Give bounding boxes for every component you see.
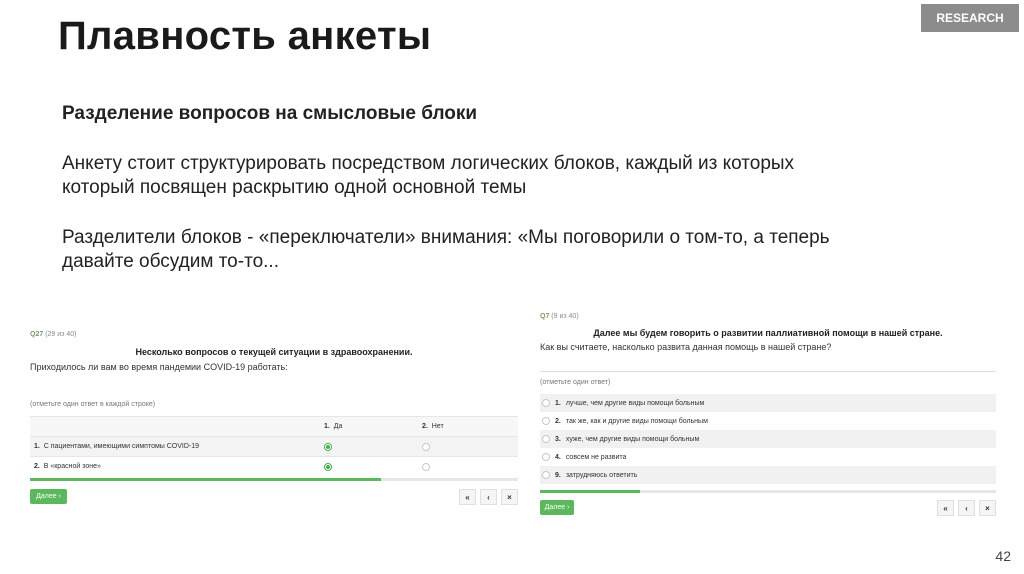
nav-buttons (933, 500, 996, 516)
column-yes: 1. Да (324, 423, 343, 430)
page-number: 42 (995, 548, 1011, 564)
row-label: 1. С пациентами, имеющими симптомы COVID-19 (34, 443, 200, 450)
question-number (540, 313, 579, 320)
divider (540, 371, 996, 372)
radio-no[interactable] (422, 463, 430, 471)
paragraph-line: Разделители блоков - «переключатели» внимания: «Мы поговорили о том-то, а теперь (62, 227, 830, 248)
table-row (30, 456, 518, 476)
column-no: 2. Нет (422, 423, 444, 430)
grid-header-row (30, 416, 518, 436)
progress-fill (540, 490, 640, 493)
answer-option[interactable]: 9. затрудняюсь ответить (540, 466, 996, 484)
row-label: 2. В «красной зоне» (34, 463, 101, 470)
close-button[interactable]: × (979, 500, 996, 516)
close-button[interactable]: × (501, 489, 518, 505)
research-badge: RESEARCH (921, 4, 1019, 32)
right-survey-panel (540, 312, 996, 522)
question-number (30, 331, 76, 338)
paragraph-structure (62, 152, 962, 200)
question-id: Q27 (30, 331, 44, 338)
slide-title: Плавность анкеты (58, 14, 432, 58)
left-survey-panel (30, 330, 518, 510)
answer-option[interactable]: 1. лучше, чем другие виды помощи больным (540, 394, 996, 412)
radio-button[interactable] (542, 453, 550, 461)
question-text: Как вы считаете, насколько развита данная помощь в нашей стране? (540, 342, 832, 352)
question-heading: Несколько вопросов о текущей ситуации в здравоохранении. (135, 347, 413, 357)
first-page-button[interactable]: « (459, 489, 476, 505)
previous-button[interactable]: ‹ (480, 489, 497, 505)
question-id: Q7 (540, 313, 550, 320)
question-heading: Далее мы будем говорить о развитии паллиативной помощи в нашей стране. (593, 328, 943, 338)
next-button[interactable]: Далее › (30, 489, 67, 504)
radio-button[interactable] (542, 471, 550, 479)
previous-button[interactable]: ‹ (958, 500, 975, 516)
answer-grid (30, 416, 518, 476)
next-button[interactable]: Далее › (540, 500, 574, 515)
progress-fill (30, 478, 381, 481)
question-text: Приходилось ли вам во время пандемии COVID-19 работать: (30, 362, 288, 372)
paragraph-switchers (62, 226, 962, 274)
answer-hint: (отметьте один ответ) (540, 379, 611, 386)
radio-yes-selected[interactable] (324, 443, 332, 451)
answer-options (540, 394, 996, 484)
progress-bar (540, 490, 996, 493)
radio-no[interactable] (422, 443, 430, 451)
slide-subtitle: Разделение вопросов на смысловые блоки (62, 103, 478, 124)
radio-button[interactable] (542, 435, 550, 443)
question-counter: (29 из 40) (45, 331, 77, 338)
first-page-button[interactable]: « (937, 500, 954, 516)
answer-option[interactable]: 4. совсем не развита (540, 448, 996, 466)
paragraph-line: Анкету стоит структурировать посредством логических блоков, каждый из которых (62, 153, 795, 174)
radio-button[interactable] (542, 417, 550, 425)
paragraph-line: давайте обсудим то-то... (62, 251, 279, 272)
radio-button[interactable] (542, 399, 550, 407)
answer-option[interactable]: 3. хуже, чем другие виды помощи больным (540, 430, 996, 448)
paragraph-line: который посвящен раскрытию одной основной темы (62, 177, 527, 198)
table-row (30, 436, 518, 456)
answer-hint: (отметьте один ответ в каждой строке) (30, 401, 156, 408)
radio-yes-selected[interactable] (324, 463, 332, 471)
nav-buttons (455, 489, 518, 505)
progress-bar (30, 478, 518, 481)
answer-option[interactable]: 2. так же, как и другие виды помощи больным (540, 412, 996, 430)
question-counter: (9 из 40) (551, 313, 579, 320)
